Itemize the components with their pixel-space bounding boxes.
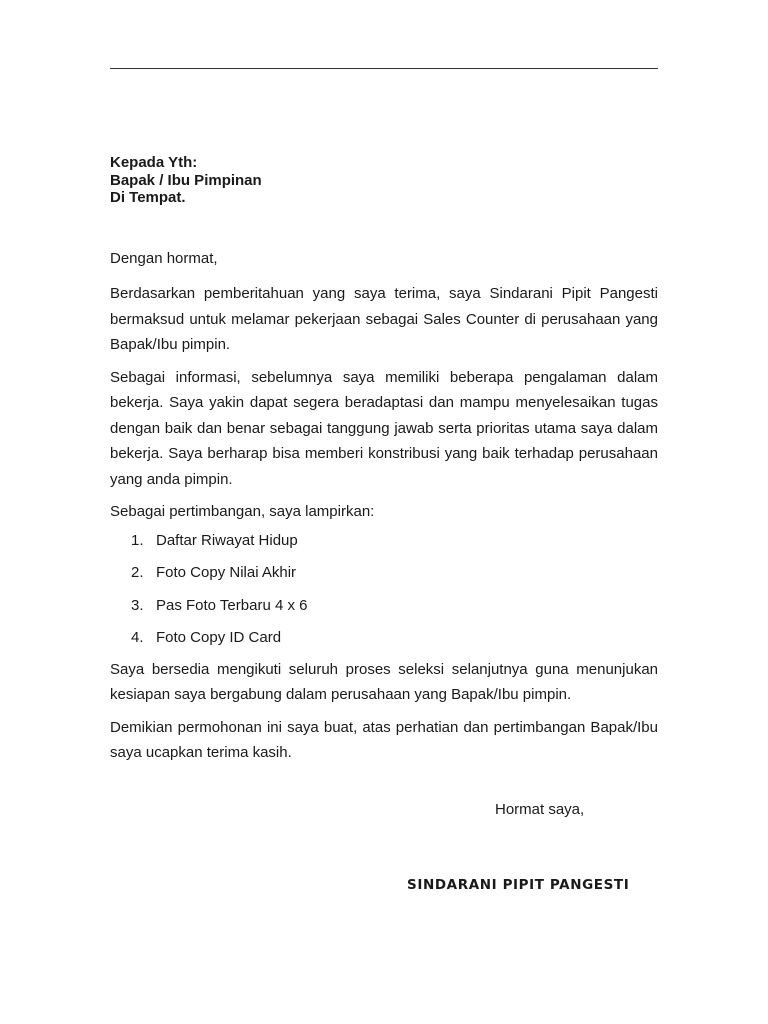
- paragraph-intro: Berdasarkan pemberitahuan yang saya terima, saya Sindarani Pipit Pangesti bermaksud untuk melamar pekerjaan sebagai Sales Counter di perusahaan yang Bapak/Ibu pimpin.: [110, 285, 658, 353]
- recipient-block: [110, 154, 658, 207]
- list-item: [110, 557, 658, 590]
- list-item-label: Daftar Riwayat Hidup: [156, 531, 298, 549]
- salutation: Dengan hormat,: [110, 250, 218, 267]
- list-item-number: 1.: [131, 531, 144, 549]
- letter-body: [110, 281, 658, 766]
- closing-phrase: Hormat saya,: [495, 801, 585, 818]
- list-item: [110, 525, 658, 558]
- list-item: [110, 590, 658, 623]
- list-item-label: Pas Foto Terbaru 4 x 6: [156, 596, 308, 614]
- paragraph-willingness: Saya bersedia mengikuti seluruh proses seleksi selanjutnya guna menunjukan kesiapan saya bergabung dalam perusahaan yang Bapak/Ibu pimpin.: [110, 660, 658, 703]
- list-item-number: 4.: [131, 629, 144, 646]
- paragraph-experience: Sebagai informasi, sebelumnya saya memiliki beberapa pengalaman dalam bekerja. Saya yakin dapat segera beradaptasi dan mampu menyelesaikan tugas dengan baik dan benar sebagai tanggung jawab serta prioritas utama saya dalam bekerja. Saya berharap bisa memberi konstribusi yang baik terhadap perusahaan yang anda pimpin.: [110, 368, 658, 488]
- signature-name: SINDARANI PIPIT PANGESTI: [407, 877, 630, 893]
- list-item-number: 2.: [131, 564, 144, 581]
- paragraph-attachments-intro: Sebagai pertimbangan, saya lampirkan:: [110, 503, 375, 520]
- top-divider: [110, 68, 658, 69]
- list-item: [110, 622, 658, 655]
- list-item-label: Foto Copy Nilai Akhir: [156, 564, 297, 581]
- list-item-number: 3.: [131, 596, 144, 614]
- recipient-line-1: Kepada Yth:: [110, 154, 198, 171]
- paragraph-closing: Demikian permohonan ini saya buat, atas perhatian dan pertimbangan Bapak/Ibu saya ucapkan terima kasih.: [110, 718, 658, 761]
- recipient-line-3: Di Tempat.: [110, 189, 186, 206]
- recipient-line-2: Bapak / Ibu Pimpinan: [110, 171, 262, 189]
- attachments-list: [110, 525, 658, 655]
- list-item-label: Foto Copy ID Card: [156, 629, 282, 646]
